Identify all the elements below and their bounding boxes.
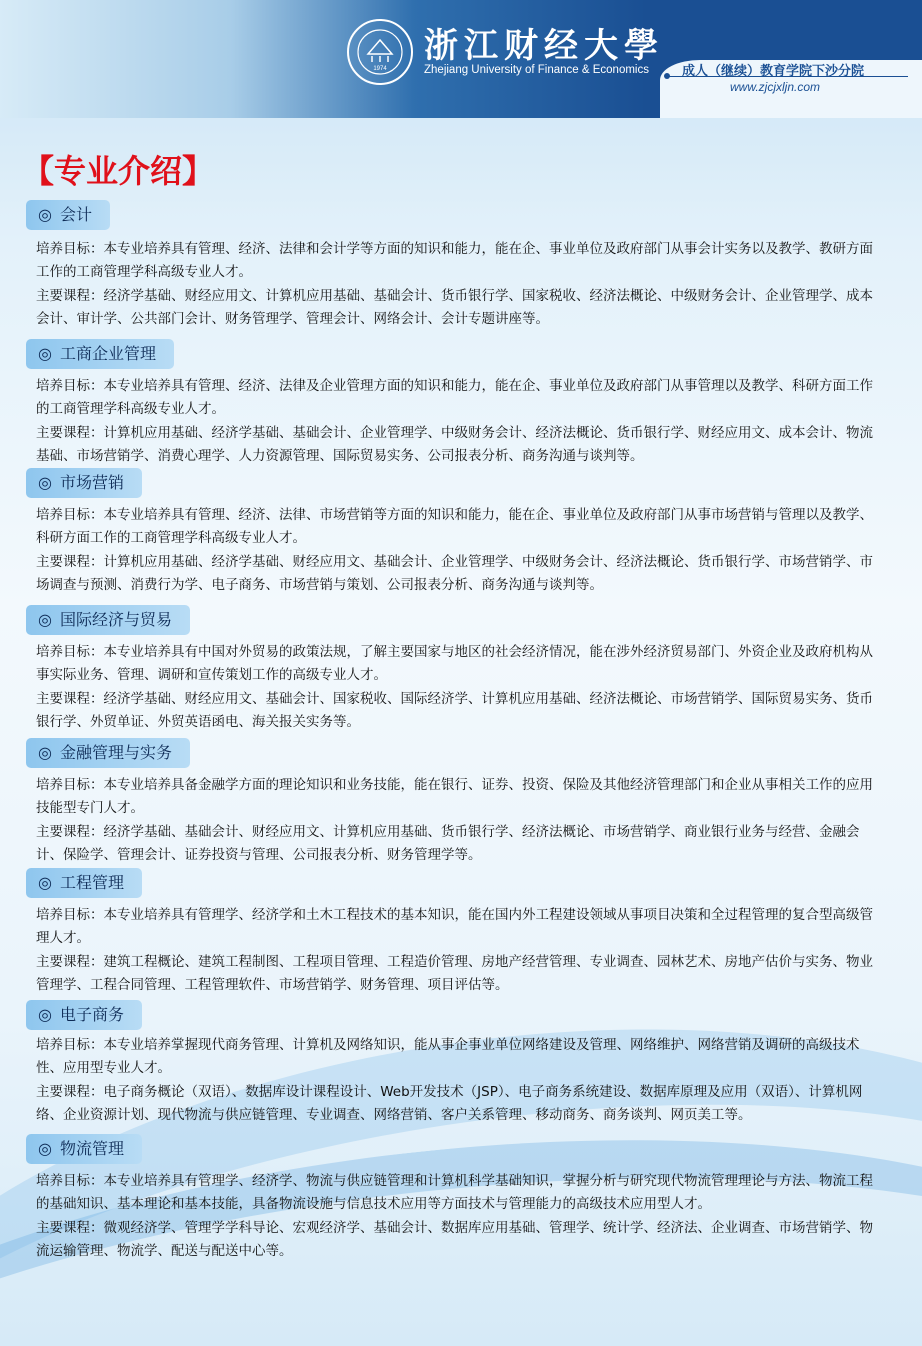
major-tag [26, 605, 190, 635]
major-tag [26, 200, 110, 230]
major-tag [26, 339, 174, 369]
major-name: 电子商务 [59, 1005, 124, 1024]
major-section-engineering-management [26, 868, 886, 997]
university-name-cn: 浙江财经大學 [424, 26, 664, 66]
major-courses: 主要课程：经济学基础、基础会计、财经应用文、计算机应用基础、货币银行学、经济法概论、市场营销学、商业银行业务与经营、金融会计、保险学、管理会计、证券投资与管理、公司报表分析、财务管理学等。 [36, 824, 860, 863]
major-goal: 培养目标：本专业培养具有管理、经济、法律、市场营销等方面的知识和能力，能在企、事业单位及政府部门从事市场营销与管理以及教学、科研方面工作的工商管理学科高级专业人才。 [36, 507, 873, 546]
double-circle-icon: ◎ [38, 610, 52, 629]
major-tag [26, 868, 142, 898]
major-name: 市场营销 [59, 473, 124, 492]
major-goal: 培养目标：本专业培养具有管理、经济、法律及企业管理方面的知识和能力，能在企、事业单位及政府部门从事管理以及教学、科研方面工作的工商管理学科高级专业人才。 [36, 378, 873, 417]
major-tag [26, 738, 190, 768]
major-section-logistics [26, 1134, 886, 1263]
double-circle-icon: ◎ [38, 473, 52, 492]
major-name: 金融管理与实务 [59, 743, 172, 762]
major-section-finance [26, 738, 886, 867]
major-name: 工程管理 [59, 873, 124, 892]
major-section-accounting [26, 200, 886, 331]
major-name: 会计 [59, 205, 92, 224]
seal-year: 1974 [373, 66, 387, 72]
major-tag [26, 1000, 142, 1030]
website-link[interactable]: www.zjcjxljn.com [730, 80, 821, 94]
major-courses: 主要课程：计算机应用基础、经济学基础、财经应用文、基础会计、企业管理学、中级财务会计、经济法概论、货币银行学、市场营销学、市场调查与预测、消费行为学、电子商务、市场营销与策划、公司报表分析、商务沟通与谈判等。 [36, 554, 873, 593]
major-courses: 主要课程：经济学基础、财经应用文、基础会计、国家税收、国际经济学、计算机应用基础、经济法概论、市场营销学、国际贸易实务、货币银行学、外贸单证、外贸英语函电、海关报关实务等。 [36, 691, 873, 730]
major-courses: 主要课程：建筑工程概论、建筑工程制图、工程项目管理、工程造价管理、房地产经营管理、专业调查、园林艺术、房地产估价与实务、物业管理学、工程合同管理、工程管理软件、市场营销学、财务管理、项目评估等。 [36, 954, 873, 993]
major-goal: 培养目标：本专业培养具有中国对外贸易的政策法规，了解主要国家与地区的社会经济情况，能在涉外经济贸易部门、外资企业及政府机构从事实际业务、管理、调研和宣传策划工作的高级专业人才。 [36, 644, 873, 683]
major-tag [26, 468, 142, 498]
major-goal: 培养目标：本专业培养具有管理学、经济学、物流与供应链管理和计算机科学基础知识，掌握分析与研究现代物流管理理论与方法、物流工程的基础知识、基本理论和基本技能，具备物流设施与信息技术应用等方面技术与管理能力的高级技术应用型人才。 [36, 1173, 873, 1212]
major-name: 国际经济与贸易 [59, 610, 172, 629]
major-section-business-management [26, 339, 886, 468]
double-circle-icon: ◎ [38, 1005, 52, 1024]
major-courses: 主要课程：微观经济学、管理学学科导论、宏观经济学、基础会计、数据库应用基础、管理学、统计学、经济法、企业调查、市场营销学、物流运输管理、物流学、配送与配送中心等。 [36, 1220, 873, 1259]
double-circle-icon: ◎ [38, 873, 52, 892]
major-tag [26, 1134, 142, 1164]
double-circle-icon: ◎ [38, 1139, 52, 1158]
major-section-e-commerce [26, 1000, 886, 1127]
college-name: 成人（继续）教育学院下沙分院 [682, 64, 865, 79]
page-title: 【专业介绍】 [22, 152, 215, 190]
double-circle-icon: ◎ [38, 344, 52, 363]
major-goal: 培养目标：本专业培养具备金融学方面的理论知识和业务技能，能在银行、证券、投资、保险及其他经济管理部门和企业从事相关工作的应用技能型专门人才。 [36, 777, 873, 816]
header-band [0, 0, 922, 118]
major-name: 物流管理 [59, 1139, 124, 1158]
major-goal: 培养目标：本专业培养具有管理、经济、法律和会计学等方面的知识和能力，能在企、事业单位及政府部门从事会计实务以及教学、教研方面工作的工商管理学科高级专业人才。 [36, 241, 873, 280]
major-courses: 主要课程：经济学基础、财经应用文、计算机应用基础、基础会计、货币银行学、国家税收、经济法概论、中级财务会计、企业管理学、成本会计、审计学、公共部门会计、财务管理学、管理会计、网络会计、会计专题讲座等。 [36, 288, 873, 327]
major-section-international-trade [26, 605, 886, 734]
major-courses: 主要课程：计算机应用基础、经济学基础、基础会计、企业管理学、中级财务会计、经济法概论、货币银行学、财经应用文、成本会计、物流基础、市场营销学、消费心理学、人力资源管理、国际贸易实务、公司报表分析、商务沟通与谈判等。 [36, 425, 873, 464]
university-seal-icon [346, 18, 414, 86]
major-goal: 培养目标：本专业培养具有管理学、经济学和土木工程技术的基本知识，能在国内外工程建设领域从事项目决策和全过程管理的复合型高级管理人才。 [36, 907, 873, 946]
major-section-marketing [26, 468, 886, 597]
major-courses: 主要课程：电子商务概论（双语）、数据库设计课程设计、Web开发技术（JSP）、电子商务系统建设、数据库原理及应用（双语）、计算机网络、企业资源计划、现代物流与供应链管理、专业调查、网络营销、客户关系管理、移动商务、商务谈判、网页美工等。 [36, 1084, 863, 1123]
major-goal: 培养目标：本专业培养掌握现代商务管理、计算机及网络知识，能从事企事业单位网络建设及管理、网络维护、网络营销及调研的高级技术性、应用型专业人才。 [36, 1037, 860, 1076]
double-circle-icon: ◎ [38, 205, 52, 224]
major-name: 工商企业管理 [59, 344, 156, 363]
university-name-en: Zhejiang University of Finance & Economics [424, 64, 649, 76]
double-circle-icon: ◎ [38, 743, 52, 762]
